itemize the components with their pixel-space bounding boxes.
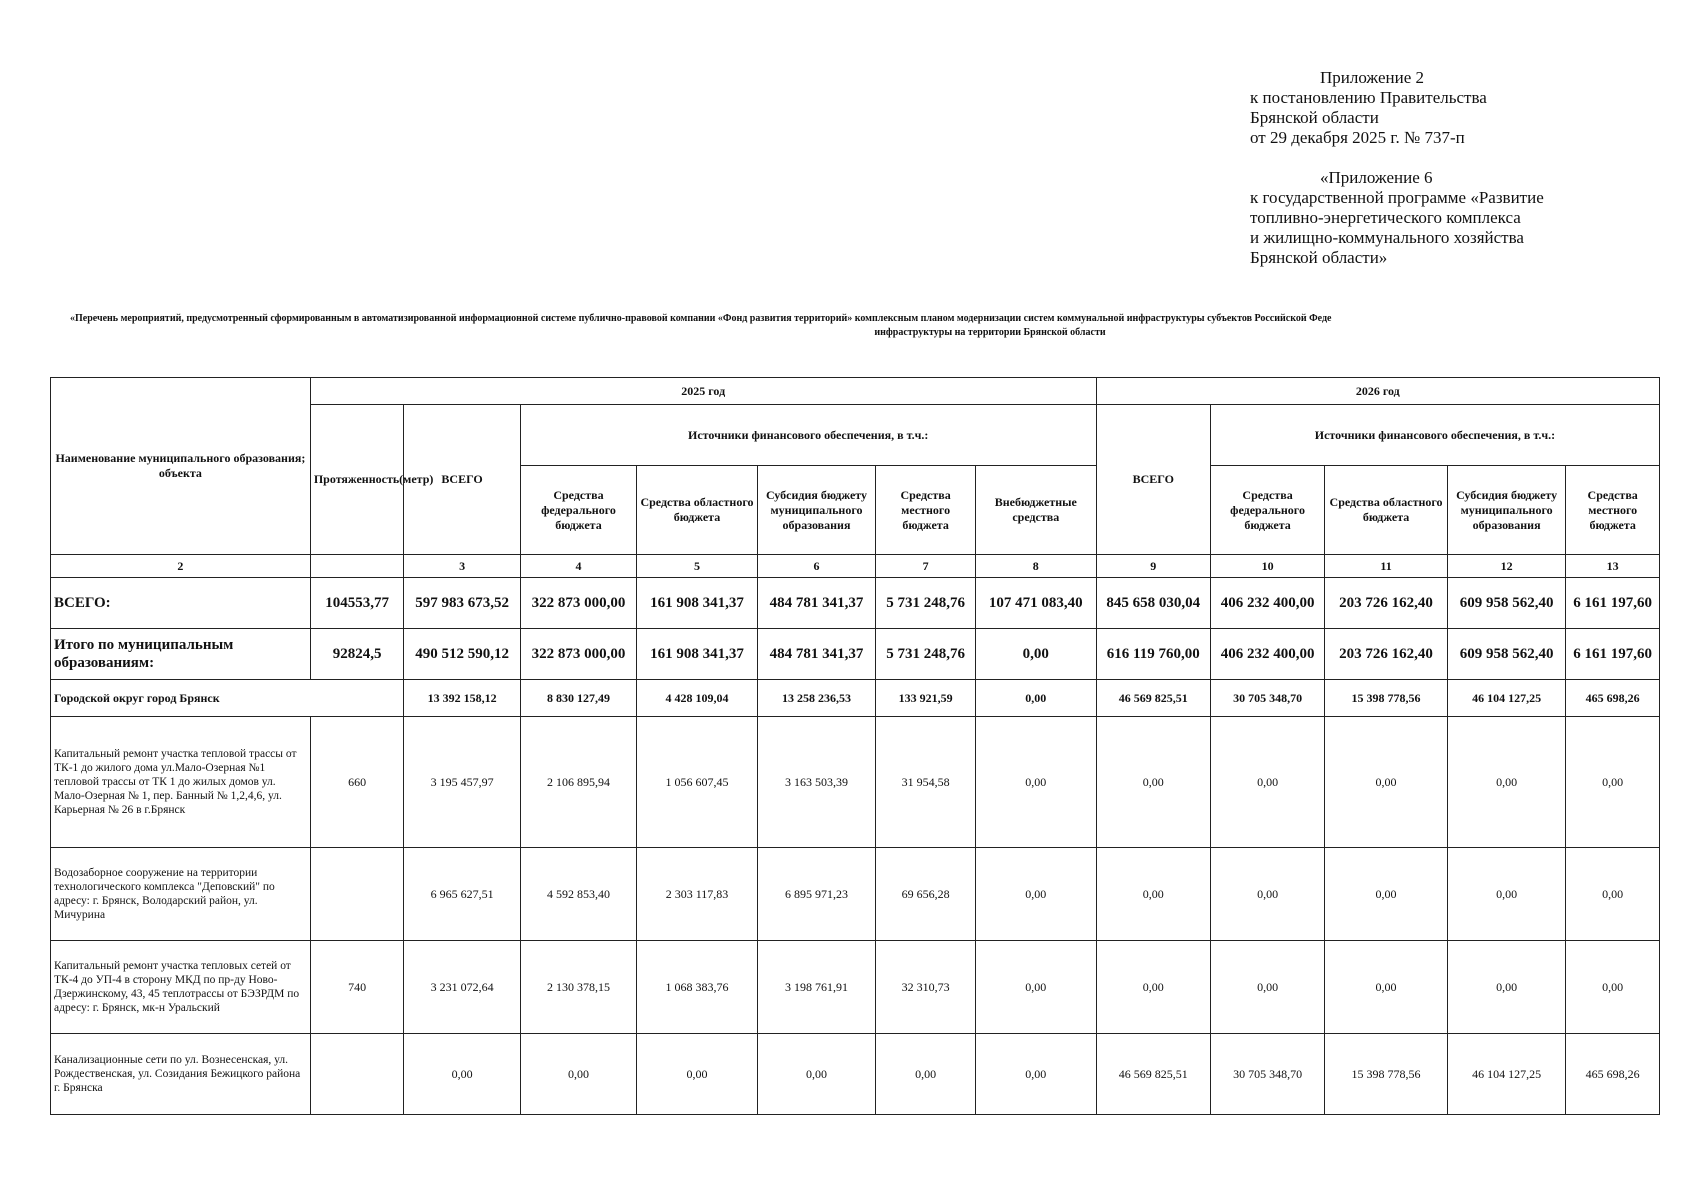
table-cell: 30 705 348,70	[1210, 1034, 1324, 1115]
table-cell: 0,00	[520, 1034, 636, 1115]
table-cell: 484 781 341,37	[757, 629, 875, 680]
table-cell: 15 398 778,56	[1325, 680, 1448, 717]
table-cell: 5 731 248,76	[876, 578, 976, 629]
col-number: 4	[520, 555, 636, 578]
table-cell: 0,00	[976, 1034, 1097, 1115]
table-cell: 92824,5	[310, 629, 404, 680]
table-cell: 0,00	[976, 941, 1097, 1034]
header-total-2026: ВСЕГО	[1096, 405, 1210, 555]
table-cell: 161 908 341,37	[637, 629, 758, 680]
table-row	[51, 717, 1660, 848]
table-cell: 609 958 562,40	[1447, 629, 1565, 680]
table-cell: 46 569 825,51	[1096, 1034, 1210, 1115]
heading-line-1: «Перечень мероприятий, предусмотренный сформированным в автоматизированной информационной системе публично-правовой компании «Фонд развития территорий» комплексным планом модернизации систем коммунальной инфраструктуры субъектов Российской Феде	[70, 313, 1332, 324]
header-sources-2025: Источники финансового обеспечения, в т.ч.:	[520, 405, 1096, 466]
heading-line-2: инфраструктуры на территории Брянской области	[874, 327, 1106, 338]
table-row	[51, 941, 1660, 1034]
row-label: ВСЕГО:	[51, 578, 311, 629]
row-label: Канализационные сети по ул. Вознесенская, ул. Рождественская, ул. Созидания Бежицкого района г. Брянска	[51, 1034, 311, 1115]
table-cell: 31 954,58	[876, 717, 976, 848]
header-year-2025: 2025 год	[310, 378, 1096, 405]
table-cell: 0,00	[1210, 941, 1324, 1034]
table-cell: 845 658 030,04	[1096, 578, 1210, 629]
header-federal-2026: Средства федерального бюджета	[1210, 466, 1324, 555]
header-regional-2026: Средства областного бюджета	[1325, 466, 1448, 555]
table-cell: 609 958 562,40	[1447, 578, 1565, 629]
table-cell: 0,00	[1096, 848, 1210, 941]
table-cell: 0,00	[1447, 717, 1565, 848]
table-row-municipal-total	[51, 629, 1660, 680]
table-cell: 0,00	[1325, 848, 1448, 941]
table-cell: 4 428 109,04	[637, 680, 758, 717]
table-cell: 69 656,28	[876, 848, 976, 941]
col-number: 7	[876, 555, 976, 578]
appendix-line: Брянской области	[1250, 108, 1379, 127]
table-cell: 13 258 236,53	[757, 680, 875, 717]
table-cell: 46 104 127,25	[1447, 680, 1565, 717]
table-cell: 0,00	[1447, 848, 1565, 941]
table-cell: 0,00	[976, 717, 1097, 848]
table-cell: 322 873 000,00	[520, 578, 636, 629]
table-cell: 0,00	[1325, 941, 1448, 1034]
col-number: 10	[1210, 555, 1324, 578]
table-cell: 660	[310, 717, 404, 848]
appendix-block	[1250, 68, 1670, 268]
table-cell	[310, 1034, 404, 1115]
table-cell: 0,00	[757, 1034, 875, 1115]
table-cell: 0,00	[1325, 717, 1448, 848]
col-number: 6	[757, 555, 875, 578]
table-cell: 46 104 127,25	[1447, 1034, 1565, 1115]
table-cell: 0,00	[1210, 848, 1324, 941]
header-local-2025: Средства местного бюджета	[876, 466, 976, 555]
table-cell	[310, 848, 404, 941]
col-number: 8	[976, 555, 1097, 578]
appendix-line: от 29 декабря 2025 г. № 737-п	[1250, 128, 1465, 147]
col-number: 9	[1096, 555, 1210, 578]
table-row	[51, 1034, 1660, 1115]
col-number: 5	[637, 555, 758, 578]
row-label: Итого по муниципальным образованиям:	[51, 629, 311, 680]
table-cell: 0,00	[637, 1034, 758, 1115]
header-sources-2026: Источники финансового обеспечения, в т.ч.:	[1210, 405, 1659, 466]
col-number: 2	[51, 555, 311, 578]
table-cell: 46 569 825,51	[1096, 680, 1210, 717]
table-cell: 597 983 673,52	[404, 578, 520, 629]
header-regional-2025: Средства областного бюджета	[637, 466, 758, 555]
header-subsidy-2026: Субсидия бюджету муниципального образования	[1447, 466, 1565, 555]
row-label: Водозаборное сооружение на территории технологического комплекса "Деповский" по адресу: г. Брянск, Володарский район, ул. Мичурина	[51, 848, 311, 941]
table-cell: 322 873 000,00	[520, 629, 636, 680]
header-subsidy-2025: Субсидия бюджету муниципального образования	[757, 466, 875, 555]
appendix-line: к государственной программе «Развитие	[1250, 188, 1544, 207]
header-offbudget-2025: Внебюджетные средства	[976, 466, 1097, 555]
table-cell: 0,00	[1566, 848, 1660, 941]
table-cell: 2 303 117,83	[637, 848, 758, 941]
appendix-title: Приложение 2	[1320, 68, 1424, 87]
table-cell: 1 068 383,76	[637, 941, 758, 1034]
table-cell: 406 232 400,00	[1210, 578, 1324, 629]
table-cell: 3 231 072,64	[404, 941, 520, 1034]
header-year-2026: 2026 год	[1096, 378, 1659, 405]
table-cell: 6 965 627,51	[404, 848, 520, 941]
table-cell: 0,00	[1210, 717, 1324, 848]
table-row-city	[51, 680, 1660, 717]
table-cell: 3 163 503,39	[757, 717, 875, 848]
appendix-line: и жилищно-коммунального хозяйства	[1250, 228, 1524, 247]
table-cell: 0,00	[1566, 941, 1660, 1034]
table-cell: 0,00	[976, 848, 1097, 941]
col-number: 12	[1447, 555, 1565, 578]
table-row-total	[51, 578, 1660, 629]
table-cell: 740	[310, 941, 404, 1034]
table-cell: 107 471 083,40	[976, 578, 1097, 629]
col-number: 3	[404, 555, 520, 578]
table-cell: 8 830 127,49	[520, 680, 636, 717]
financing-table	[50, 377, 1660, 1115]
table-cell: 0,00	[976, 680, 1097, 717]
table-cell: 203 726 162,40	[1325, 578, 1448, 629]
table-cell: 4 592 853,40	[520, 848, 636, 941]
table-cell: 161 908 341,37	[637, 578, 758, 629]
table-cell: 2 130 378,15	[520, 941, 636, 1034]
col-number: 11	[1325, 555, 1448, 578]
table-cell: 13 392 158,12	[404, 680, 520, 717]
table-cell: 0,00	[976, 629, 1097, 680]
table-cell: 0,00	[1096, 941, 1210, 1034]
table-cell: 406 232 400,00	[1210, 629, 1324, 680]
table-cell: 133 921,59	[876, 680, 976, 717]
table-cell: 0,00	[404, 1034, 520, 1115]
table-cell: 15 398 778,56	[1325, 1034, 1448, 1115]
table-cell: 0,00	[876, 1034, 976, 1115]
table-cell: 2 106 895,94	[520, 717, 636, 848]
table-cell: 203 726 162,40	[1325, 629, 1448, 680]
table-cell: 484 781 341,37	[757, 578, 875, 629]
header-federal-2025: Средства федерального бюджета	[520, 466, 636, 555]
row-label: Капитальный ремонт участка тепловой трассы от ТК-1 до жилого дома ул.Мало-Озерная №1 тепловой трассы от ТК 1 до жилых домов ул. Мало-Озерная № 1, пер. Банный № 1,2,4,6, ул. Карьерная № 26 в г.Брянск	[51, 717, 311, 848]
table-cell: 5 731 248,76	[876, 629, 976, 680]
table-cell: 0,00	[1447, 941, 1565, 1034]
appendix-title: «Приложение 6	[1320, 168, 1433, 187]
table-cell: 104553,77	[310, 578, 404, 629]
document-heading	[40, 312, 1680, 340]
table-cell: 3 195 457,97	[404, 717, 520, 848]
table-row	[51, 848, 1660, 941]
header-name: Наименование муниципального образования; объекта	[51, 378, 311, 555]
table-cell: 1 056 607,45	[637, 717, 758, 848]
table-cell: 490 512 590,12	[404, 629, 520, 680]
table-cell: 6 161 197,60	[1566, 629, 1660, 680]
appendix-line: к постановлению Правительства	[1250, 88, 1487, 107]
table-cell: 6 161 197,60	[1566, 578, 1660, 629]
table-cell: 465 698,26	[1566, 1034, 1660, 1115]
table-cell: 32 310,73	[876, 941, 976, 1034]
appendix-line: топливно-энергетического комплекса	[1250, 208, 1521, 227]
row-label: Городской округ город Брянск	[51, 680, 404, 717]
col-number	[310, 555, 404, 578]
table-cell: 3 198 761,91	[757, 941, 875, 1034]
header-length: Протяженность(метр)	[310, 405, 404, 555]
table-cell: 616 119 760,00	[1096, 629, 1210, 680]
header-total-2025: ВСЕГО	[404, 405, 520, 555]
column-number-row	[51, 555, 1660, 578]
table-cell: 0,00	[1566, 717, 1660, 848]
table-cell: 465 698,26	[1566, 680, 1660, 717]
appendix-line: Брянской области»	[1250, 248, 1388, 267]
table-cell: 6 895 971,23	[757, 848, 875, 941]
row-label: Капитальный ремонт участка тепловых сетей от ТК-4 до УП-4 в сторону МКД по пр-ду Ново-Дзержинскому, 43, 45 теплотрассы от БЭЗРДМ по адресу: г. Брянск, мк-н Уральский	[51, 941, 311, 1034]
table-cell: 30 705 348,70	[1210, 680, 1324, 717]
header-local-2026: Средства местного бюджета	[1566, 466, 1660, 555]
table-cell: 0,00	[1096, 717, 1210, 848]
col-number: 13	[1566, 555, 1660, 578]
